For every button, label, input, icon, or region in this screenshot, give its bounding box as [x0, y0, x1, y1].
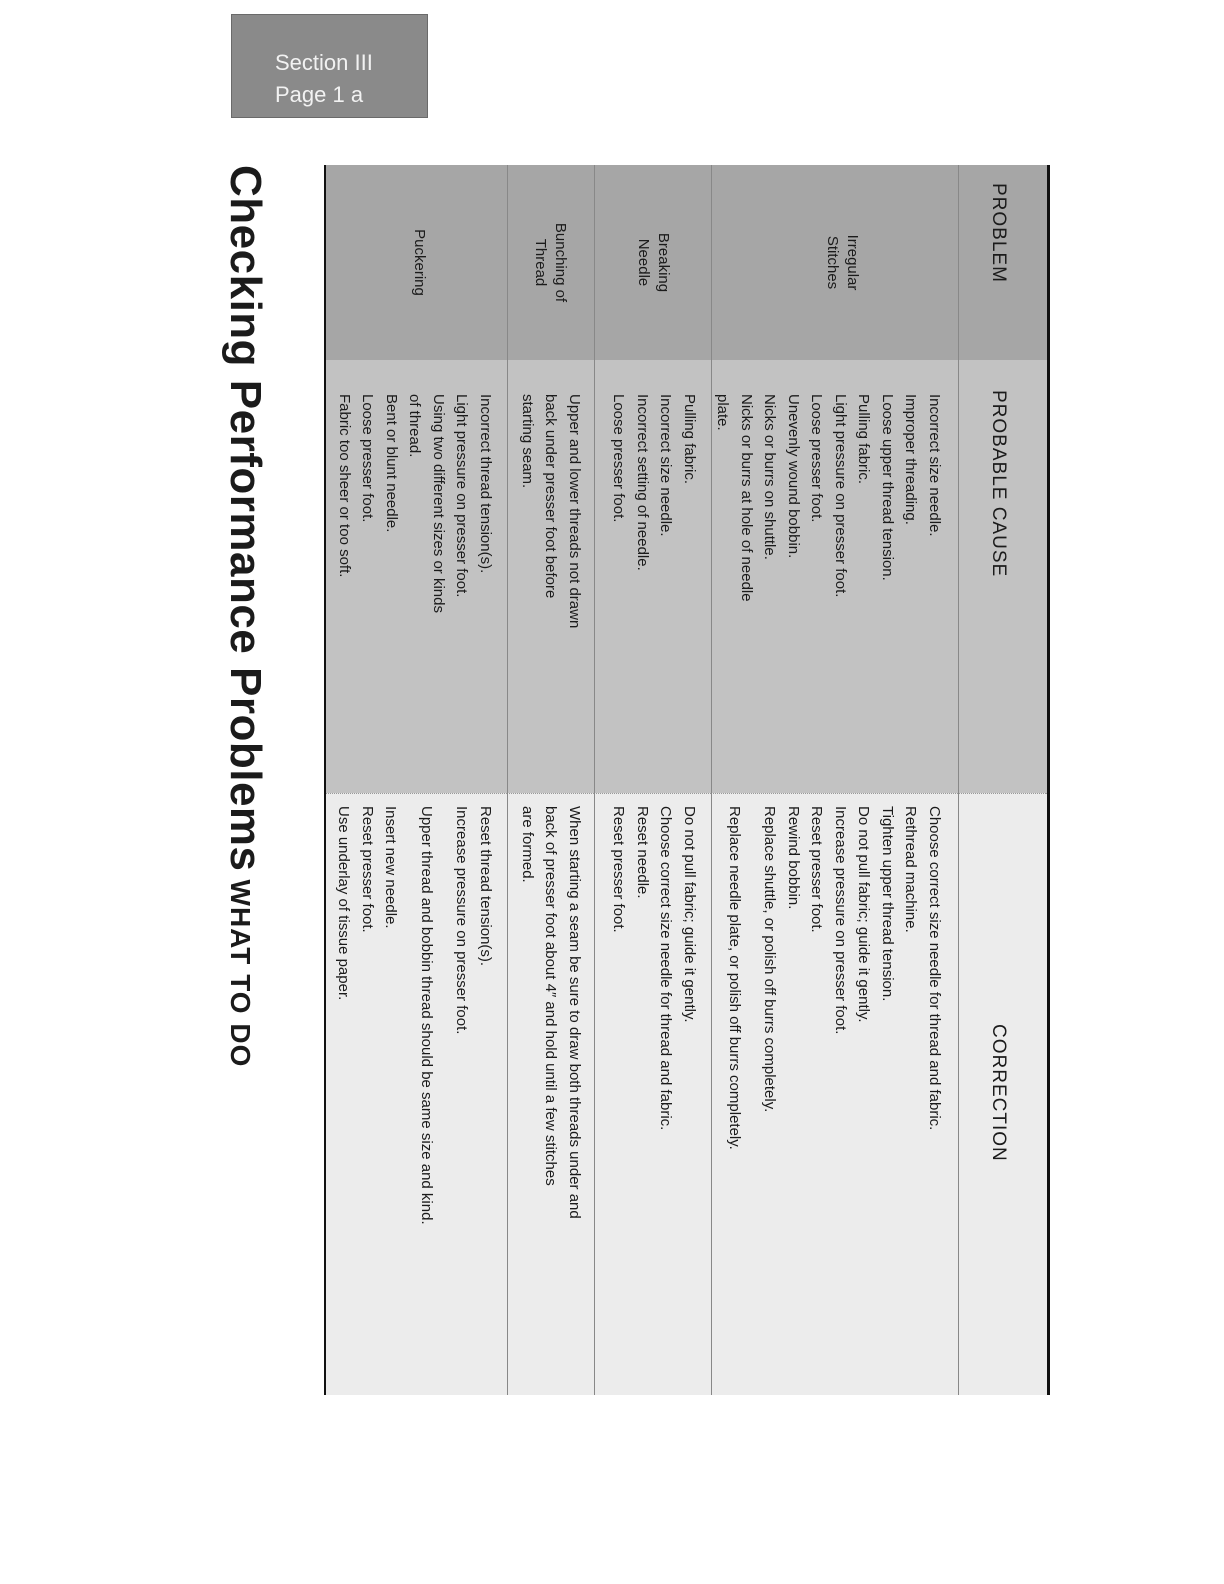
correction-line: Reset thread tension(s). — [477, 806, 494, 967]
correction-line — [438, 806, 450, 1385]
problem-cell — [507, 165, 594, 360]
section-label: Section III — [275, 50, 373, 75]
problem-cell — [594, 165, 711, 360]
cause-line: Loose presser foot. — [359, 394, 377, 523]
correction-line: Tighten upper thread tension. — [879, 806, 896, 1002]
cause-line: Fabric too sheer or too soft. — [336, 394, 353, 578]
correction-line: Insert new needle. — [382, 806, 400, 929]
cause-line: Using two different sizes or kinds — [430, 394, 447, 613]
cause-line: Incorrect thread tension(s). — [477, 394, 494, 574]
header-problem-cell — [959, 165, 1047, 360]
cause-line: Light pressure on presser foot. — [453, 394, 471, 598]
correction-line: Reset presser foot. — [610, 806, 628, 933]
correction-line: Reset needle. — [634, 806, 651, 899]
header-correction-cell — [959, 793, 1047, 1395]
header-correction: CORRECTION — [988, 1024, 1009, 1162]
page-label: Page 1 a — [275, 82, 364, 107]
cause-line: Nicks or burrs at hole of needle — [738, 394, 755, 602]
cause-line: Loose presser foot. — [808, 394, 826, 523]
cause-line: Loose upper thread tension. — [879, 394, 896, 581]
correction-line: back of presser foot about 4″ and hold until a few stitches — [542, 806, 560, 1186]
cause-line: Pulling fabric. — [681, 394, 698, 485]
header-cause: PROBABLE CAUSE — [988, 390, 1009, 578]
problem-text: Puckering — [411, 229, 428, 296]
correction-cell — [594, 793, 711, 1395]
cause-line: Improper threading. — [902, 394, 920, 525]
problem-cell — [326, 165, 507, 360]
cause-line: Upper and lower threads not drawn — [566, 394, 583, 629]
correction-line: Reset presser foot. — [359, 806, 376, 933]
cause-line: plate. — [714, 394, 732, 431]
table-row — [326, 165, 508, 1395]
correction-line: Choose correct size needle for thread and fabric. — [657, 806, 675, 1131]
correction-line: Do not pull fabric; guide it gently. — [855, 806, 873, 1023]
correction-line: Replace shuttle, or polish off burrs completely. — [761, 806, 779, 1113]
rotated-content — [220, 165, 1050, 1395]
title-sub: WHAT TO DO — [225, 879, 256, 1068]
correction-line: Choose correct size needle for thread and fabric. — [926, 806, 943, 1131]
correction-line: When starting a seam be sure to draw both threads under and — [566, 806, 583, 1219]
correction-line: Rethread machine. — [902, 806, 920, 933]
problem-text: Breaking — [655, 232, 672, 293]
problem-text: Needle — [635, 238, 652, 287]
cause-line: Light pressure on presser foot. — [832, 394, 849, 598]
table-header — [959, 165, 1047, 1395]
cause-line: Incorrect size needle. — [657, 394, 675, 537]
cause-line: Loose presser foot. — [610, 394, 628, 523]
cause-cell — [507, 360, 594, 793]
correction-cell — [507, 793, 594, 1395]
correction-line: Reset presser foot. — [808, 806, 826, 933]
correction-line: Replace needle plate, or polish off burrs completely. — [726, 806, 743, 1150]
correction-line: are formed. — [519, 806, 536, 883]
cause-line: Incorrect size needle. — [926, 394, 943, 537]
cause-line: Nicks or burrs on shuttle. — [761, 394, 779, 560]
problem-text: Thread — [532, 238, 549, 287]
correction-cell — [711, 793, 958, 1395]
correction-line: Do not pull fabric; guide it gently. — [681, 806, 698, 1023]
cause-line: back under presser foot before — [542, 394, 560, 599]
problem-text: Irregular — [844, 234, 861, 291]
cause-line: of thread. — [406, 394, 424, 458]
problem-cell — [711, 165, 958, 360]
correction-line: Upper thread and bobbin thread should be same size and kind. — [418, 806, 435, 1225]
correction-line — [746, 806, 758, 1385]
correction-line: Rewind bobbin. — [785, 806, 802, 910]
correction-line — [403, 806, 415, 1385]
correction-cell — [326, 793, 507, 1395]
problem-text: Stitches — [824, 235, 841, 290]
correction-line: Increase pressure on presser foot. — [832, 806, 849, 1035]
section-tab — [231, 14, 428, 118]
problems-table — [324, 165, 1050, 1395]
correction-line: Increase pressure on presser foot. — [453, 806, 471, 1035]
cause-line: Bent or blunt needle. — [383, 394, 400, 533]
page-title — [220, 165, 270, 1395]
cause-line: Unevenly wound bobbin. — [785, 394, 802, 559]
cause-line: Incorrect setting of needle. — [634, 394, 651, 571]
table-row — [594, 165, 712, 1395]
table-row — [711, 165, 959, 1395]
cause-line: Pulling fabric. — [855, 394, 873, 485]
cause-cell — [594, 360, 711, 793]
header-problem: PROBLEM — [988, 183, 1009, 283]
problem-text: Bunching of — [552, 222, 569, 303]
header-cause-cell — [959, 360, 1047, 793]
title-main: Checking Performance Problems — [221, 165, 270, 872]
cause-line: starting seam. — [519, 394, 536, 489]
correction-line: Use underlay of tissue paper. — [335, 806, 353, 1001]
cause-cell — [326, 360, 507, 793]
cause-cell — [711, 360, 958, 793]
table-row — [507, 165, 595, 1395]
